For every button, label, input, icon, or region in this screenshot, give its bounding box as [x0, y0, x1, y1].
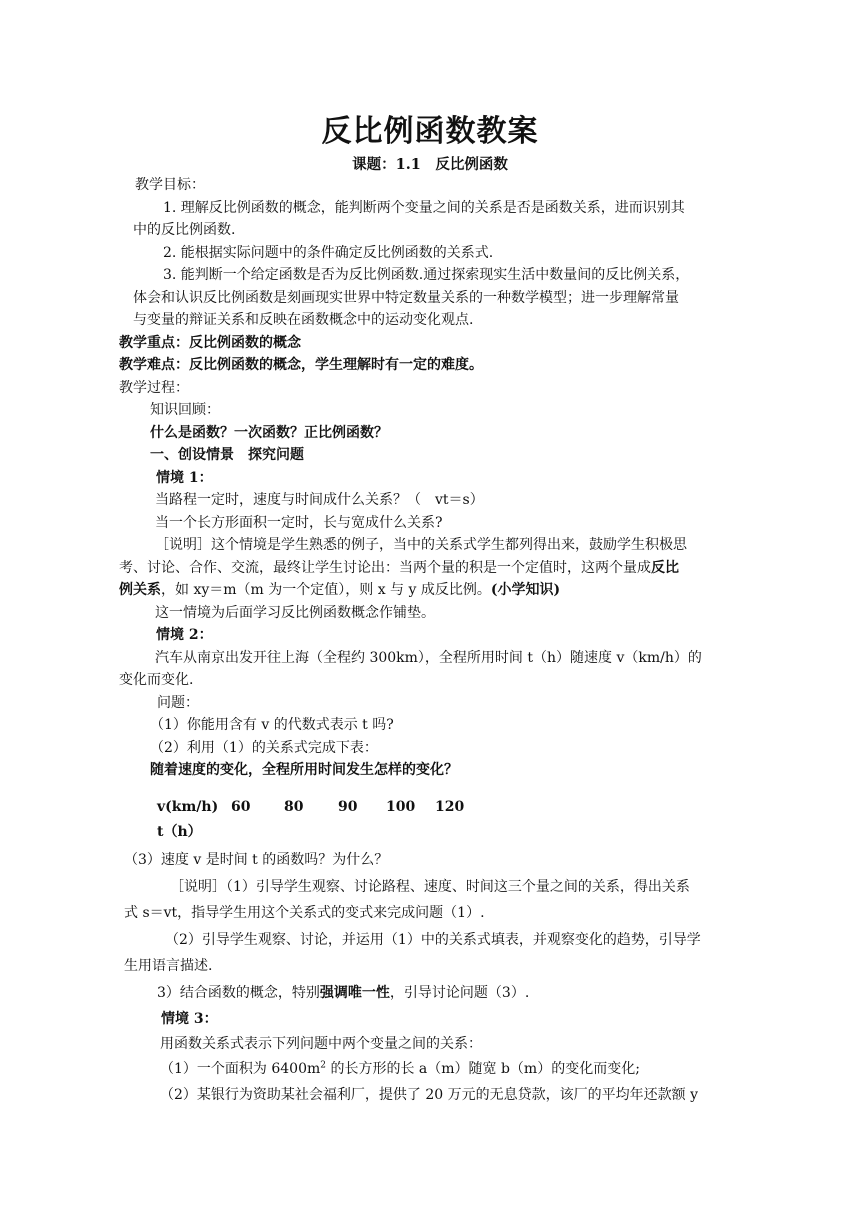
scenario-2-note-1-line-1: ［说明］（1）引导学生观察、讨论路程、速度、时间这三个量之间的关系，得出关系 — [170, 879, 690, 895]
objective-1-line-2: 中的反比例函数. — [133, 222, 236, 238]
document-subtitle: 课题：1.1 反比例函数 — [352, 156, 508, 173]
review-question: 什么是函数？一次函数？正比例函数？ — [150, 425, 388, 441]
scenario-2-note-3 — [157, 983, 529, 1003]
scenario-3-intro: 用函数关系式表示下列问题中两个变量之间的关系： — [160, 1036, 482, 1052]
scenario-2-note-3-text-b: ，引导讨论问题（3）. — [389, 985, 530, 1001]
section-1-heading: 一、创设情景 探究问题 — [150, 447, 304, 463]
table-value-120: 120 — [435, 799, 465, 815]
scenario-2-line-2: 变化而变化. — [119, 672, 194, 688]
scenario-2-line-1: 汽车从南京出发开往上海（全程约 300km），全程所用时间 t（h）随速度 v（km/h）的 — [155, 650, 702, 666]
scenario-1-note-emphasis-1: 反比 — [651, 560, 679, 576]
squared-superscript: 2 — [320, 1060, 326, 1071]
difficulty: 教学难点：反比例函数的概念，学生理解时有一定的难度。 — [119, 357, 483, 373]
scenario-1-note-line-3-text: ，如 xy＝m（m 为一个定值），则 x 与 y 成反比例。 — [161, 582, 491, 598]
scenario-1-note-tag: (小学知识) — [490, 582, 561, 598]
table-value-60: 60 — [231, 799, 251, 815]
scenario-1-question-2: 当一个长方形面积一定时，长与宽成什么关系? — [155, 515, 443, 531]
scenario-1-note-line-1: ［说明］这个情境是学生熟悉的例子，当中的关系式学生都列得出来，鼓励学生积极思 — [155, 537, 687, 553]
objective-2: 2. 能根据实际问题中的条件确定反比例函数的关系式. — [163, 245, 494, 261]
objective-3-line-1: 3. 能判断一个给定函数是否为反比例函数.通过探索现实生活中数量间的反比例关系， — [163, 267, 690, 283]
scenario-2-note-2-line-2: 生用语言描述. — [124, 958, 213, 974]
scenario-1-summary: 这一情境为后面学习反比例函数概念作铺垫。 — [155, 605, 435, 621]
scenario-1-label: 情境 1： — [156, 470, 213, 486]
scenario-2-note-3-text-a: 3）结合函数的概念，特别 — [157, 985, 320, 1001]
scenario-3-question-1 — [160, 1059, 640, 1079]
scenario-2-note-3-emphasis: 强调唯一性 — [319, 985, 390, 1001]
scenario-1-note-line-3 — [119, 580, 560, 600]
objective-3-line-2: 体会和认识反比例函数是刻画现实世界中特定数量关系的一种数学模型；进一步理解常量 — [133, 290, 679, 306]
scenario-2-question-2: （2）利用（1）的关系式完成下表： — [150, 740, 378, 756]
objective-3-line-3: 与变量的辩证关系和反映在函数概念中的运动变化观点. — [133, 312, 474, 328]
scenario-2-question-3: （3）速度 v 是时间 t 的函数吗？为什么？ — [124, 852, 389, 868]
process-label: 教学过程： — [119, 380, 189, 396]
scenario-1-note-line-2-text: 考、讨论、合作、交流，最终让学生讨论出：当两个量的积是一个定值时，这两个量成 — [119, 560, 651, 576]
scenario-3-question-2: （2）某银行为资助某社会福利厂，提供了 20 万元的无息贷款，该厂的平均年还款额 y — [160, 1087, 698, 1103]
scenario-3-question-1-text-a: （1）一个面积为 6400m — [160, 1061, 321, 1077]
table-header-speed: v(km/h) — [157, 799, 219, 815]
scenario-3-question-1-text-b: 的长方形的长 a（m）随宽 b（m）的变化而变化; — [326, 1061, 640, 1077]
objectives-label: 教学目标： — [135, 177, 205, 193]
scenario-3-label: 情境 3： — [161, 1011, 218, 1027]
objective-1-line-1: 1. 理解反比例函数的概念，能判断两个变量之间的关系是否是函数关系，进而识别其 — [163, 200, 685, 216]
scenario-2-note-2-line-1: （2）引导学生观察、讨论，并运用（1）中的关系式填表，并观察变化的趋势，引导学 — [165, 932, 701, 948]
table-value-80: 80 — [284, 799, 304, 815]
table-header-time: t（h） — [157, 824, 202, 840]
scenario-2-label: 情境 2： — [156, 627, 213, 643]
scenario-2-question-1: （1）你能用含有 v 的代数式表示 t 吗? — [150, 717, 394, 733]
scenario-1-question-1: 当路程一定时，速度与时间成什么关系？（ vt＝s） — [155, 492, 484, 508]
scenario-1-note-emphasis-2: 例关系 — [119, 582, 161, 598]
scenario-2-note-1-line-2: 式 s＝vt，指导学生用这个关系式的变式来完成问题（1）. — [124, 905, 485, 921]
document-title: 反比例函数教案 — [321, 114, 539, 149]
table-value-90: 90 — [338, 799, 358, 815]
review-label: 知识回顾： — [150, 402, 220, 418]
scenario-1-note-line-2 — [119, 558, 679, 578]
table-value-100: 100 — [386, 799, 416, 815]
scenario-2-question-2-bold: 随着速度的变化，全程所用时间发生怎样的变化？ — [150, 762, 458, 778]
key-point: 教学重点：反比例函数的概念 — [119, 335, 301, 351]
scenario-2-question-label: 问题： — [157, 695, 199, 711]
